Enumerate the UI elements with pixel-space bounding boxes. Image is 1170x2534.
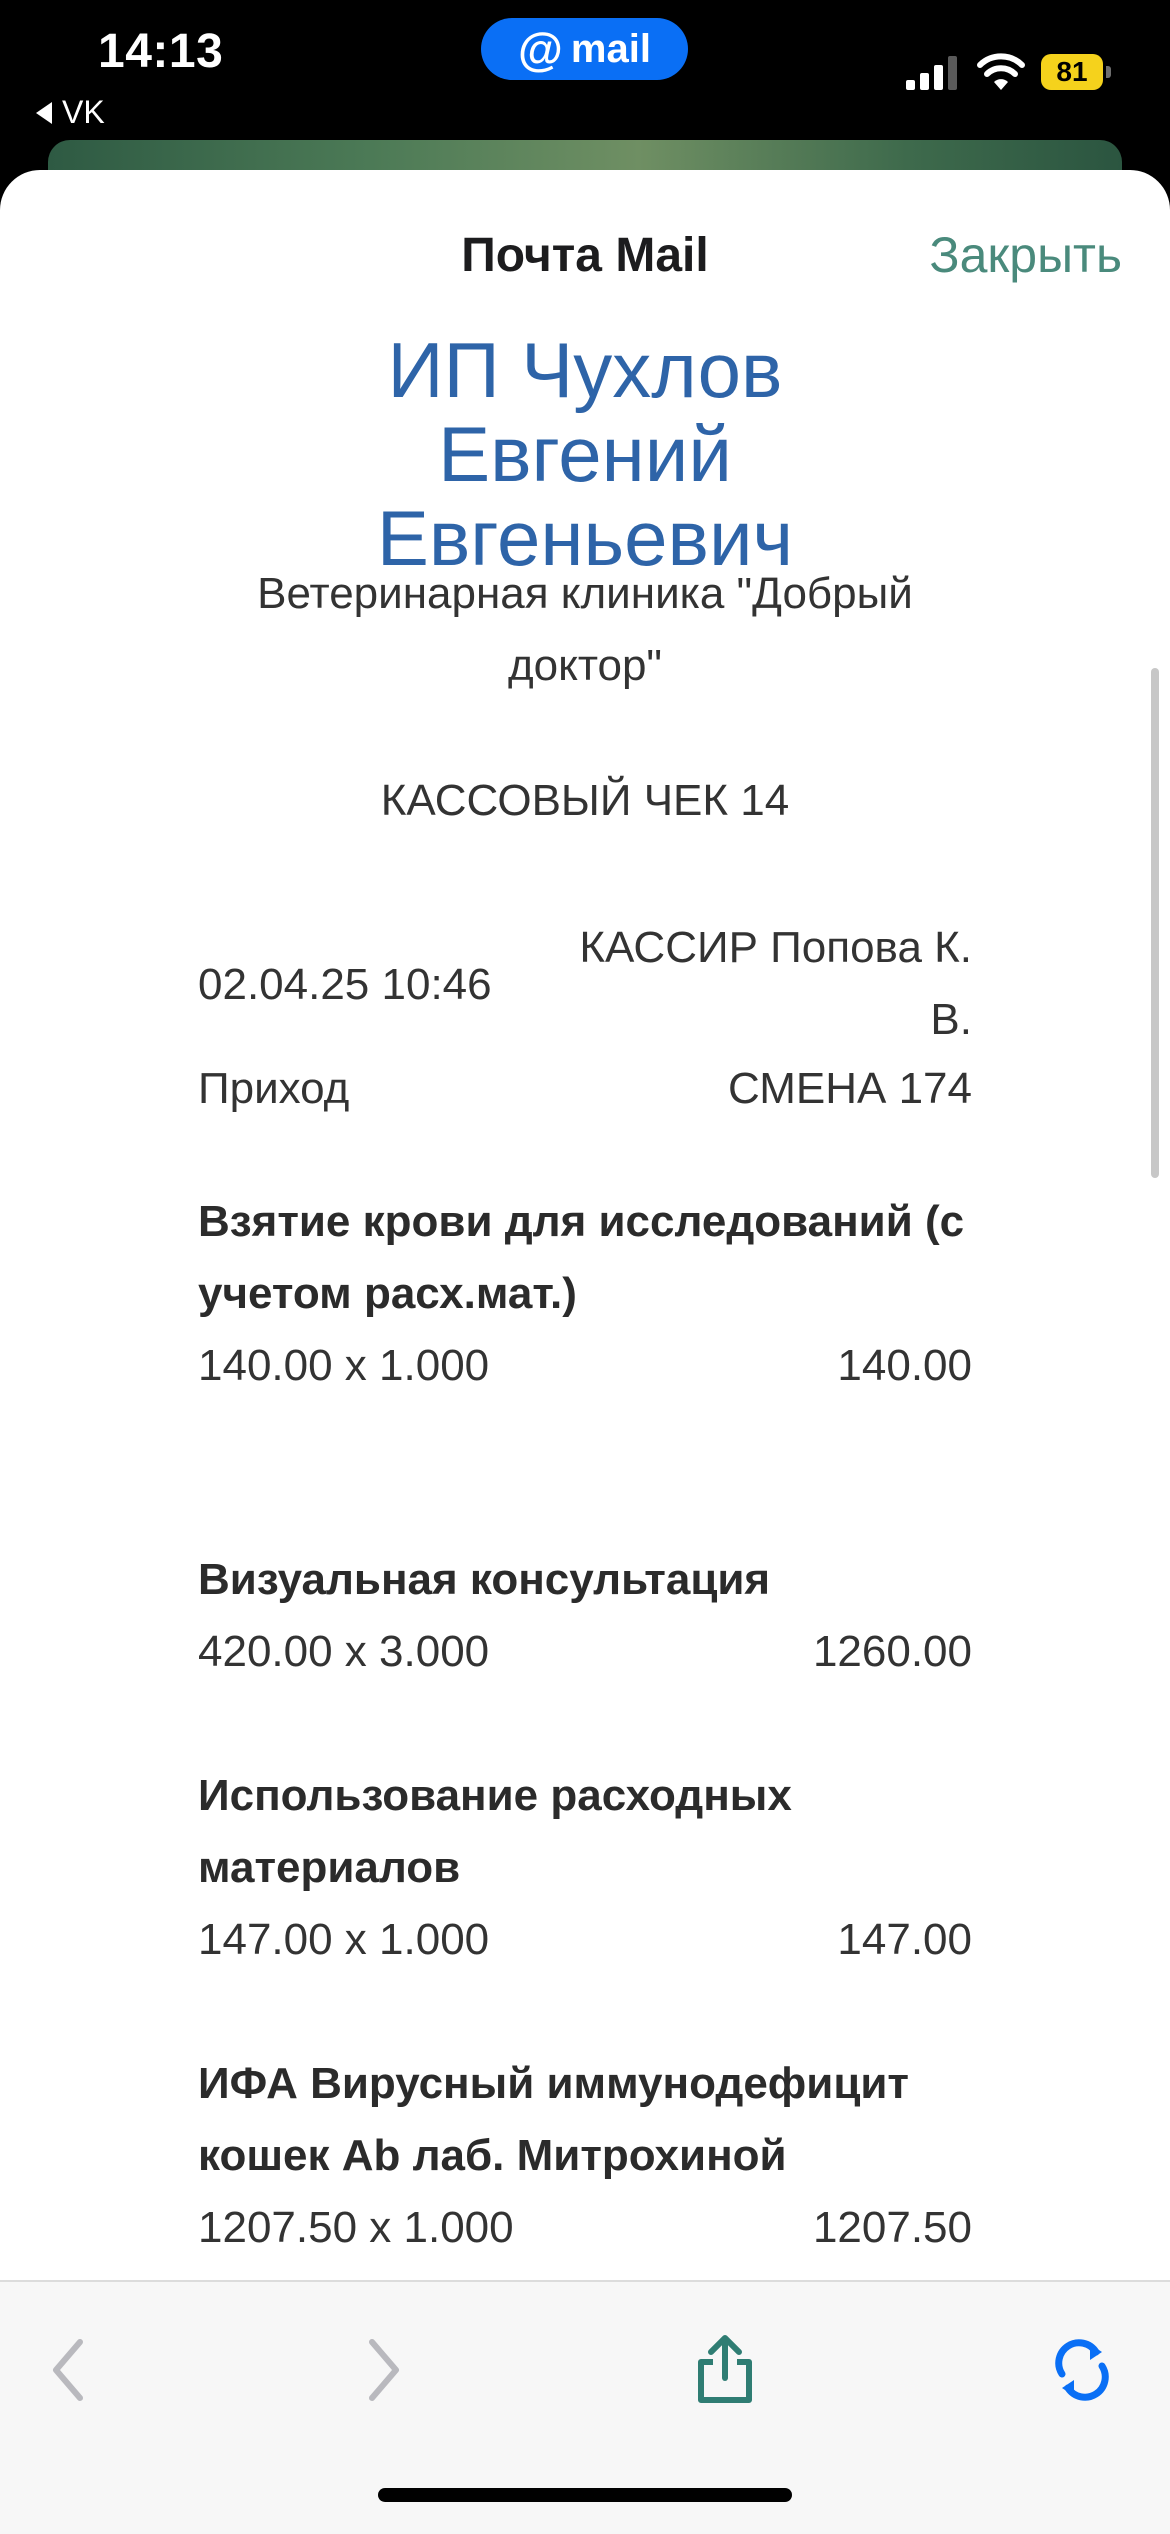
status-bar — [0, 0, 1170, 140]
wifi-icon — [977, 52, 1025, 92]
chevron-right-icon — [364, 2338, 404, 2402]
status-time: 14:13 — [98, 25, 224, 78]
close-button[interactable]: Закрыть — [929, 227, 1122, 283]
sheet-title: Почта Mail — [461, 229, 709, 282]
forward-button[interactable] — [344, 2330, 424, 2410]
share-button[interactable] — [685, 2330, 765, 2410]
at-sign-icon: @ — [518, 23, 563, 75]
item-quantity: 140.00 x 1.000 — [198, 1341, 490, 1390]
share-icon — [693, 2334, 757, 2406]
item-quantity: 420.00 x 3.000 — [198, 1627, 490, 1676]
receipt-item — [198, 1186, 972, 1402]
item-sum: 140.00 — [837, 1341, 972, 1390]
receipt-company-name — [0, 328, 1170, 580]
mail-pill-label: mail — [570, 26, 651, 71]
item-sum: 147.00 — [837, 1915, 972, 1964]
refresh-button[interactable] — [1042, 2330, 1122, 2410]
mail-preview-sheet — [0, 170, 1170, 2532]
receipt-item — [198, 1544, 972, 1688]
receipt-item — [198, 1760, 972, 1976]
item-quantity: 147.00 x 1.000 — [198, 1915, 490, 1964]
cellular-signal-icon — [906, 56, 958, 90]
item-name: ИФА Вирусный иммунодефицит кошек Ab лаб. Митрохиной — [198, 2059, 909, 2180]
item-sum: 1207.50 — [812, 2203, 972, 2252]
item-name: Визуальная консультация — [198, 1555, 771, 1604]
chevron-left-icon — [48, 2338, 88, 2402]
receipt-datetime: 02.04.25 10:46 — [198, 960, 492, 1009]
item-quantity: 1207.50 x 1.000 — [198, 2203, 514, 2252]
home-indicator[interactable] — [378, 2488, 792, 2502]
back-button[interactable] — [28, 2330, 108, 2410]
item-sum: 1260.00 — [812, 1627, 972, 1676]
battery-level: 81 — [1041, 54, 1103, 90]
company-line: Евгений — [438, 410, 732, 498]
battery-icon — [1041, 54, 1113, 90]
scrollbar[interactable] — [1151, 668, 1159, 1178]
receipt-clinic-name: Ветеринарная клиника "Добрый доктор" — [257, 569, 913, 690]
receipt-operation-type: Приход — [198, 1064, 350, 1113]
back-triangle-icon — [36, 102, 52, 124]
receipt-title: КАССОВЫЙ ЧЕК 14 — [380, 776, 790, 825]
receipt-cashier: КАССИР Попова К. В. — [579, 923, 972, 1044]
company-line: ИП Чухлов — [387, 326, 783, 414]
company-line: Евгеньевич — [376, 494, 794, 582]
mail-app-pill[interactable] — [481, 18, 688, 80]
receipt-shift: СМЕНА 174 — [727, 1064, 972, 1113]
item-name: Использование расходных материалов — [198, 1771, 792, 1892]
refresh-icon — [1050, 2338, 1114, 2402]
receipt-item — [198, 2048, 972, 2264]
back-to-app-button[interactable] — [36, 94, 105, 131]
item-name: Взятие крови для исследований (с учетом расх.мат.) — [198, 1197, 965, 1318]
back-app-label: VK — [62, 94, 105, 130]
